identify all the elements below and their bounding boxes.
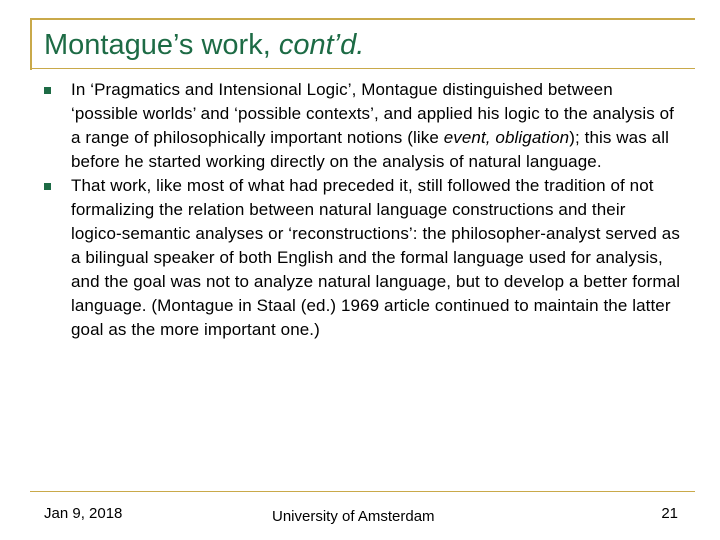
bullet-text-part: That work, like most of what had preceded it, still followed the tradition of not formalizing the relation between natural language constructions and their logico‑semantic analyses or ‘reconstructions’: the philosopher‑analyst served as a bilingual speaker of both English and the formal language used for analysis, and the goal was not to analyze natural language, but to develop a better formal language. (Montague in Staal (ed.) 1969 article continued to maintain the latter goal as the more important one.): [71, 176, 681, 339]
bullet-text: [71, 174, 684, 342]
bullet-text-part: In ‘Pragmatics and Intensional Logic’, Montague distinguished between ‘possible worlds’ and ‘possible contexts’, and applied his logic to the analysis of a range of philosophically important notions (like: [71, 80, 675, 147]
slide-title: [44, 27, 364, 63]
bullet-text: [71, 78, 684, 174]
title-underline: [30, 68, 695, 69]
bullet-list: [44, 78, 684, 342]
square-bullet-icon: [44, 183, 51, 190]
slide-number: 21: [661, 505, 678, 522]
bullet-text-part: ); this was all before he started working directly on the analysis of natural language.: [71, 128, 669, 171]
title-emphasis: cont’d.: [278, 29, 365, 61]
bullet-text-emphasis: event, obligation: [443, 128, 570, 147]
title-main: Montague’s work,: [44, 29, 279, 61]
bullet-item: [44, 174, 684, 342]
footer-institution: University of Amsterdam: [272, 508, 435, 525]
bullet-item: [44, 78, 684, 174]
footer-date: Jan 9, 2018: [44, 505, 123, 522]
footer-divider: [30, 491, 695, 492]
square-bullet-icon: [44, 87, 51, 94]
